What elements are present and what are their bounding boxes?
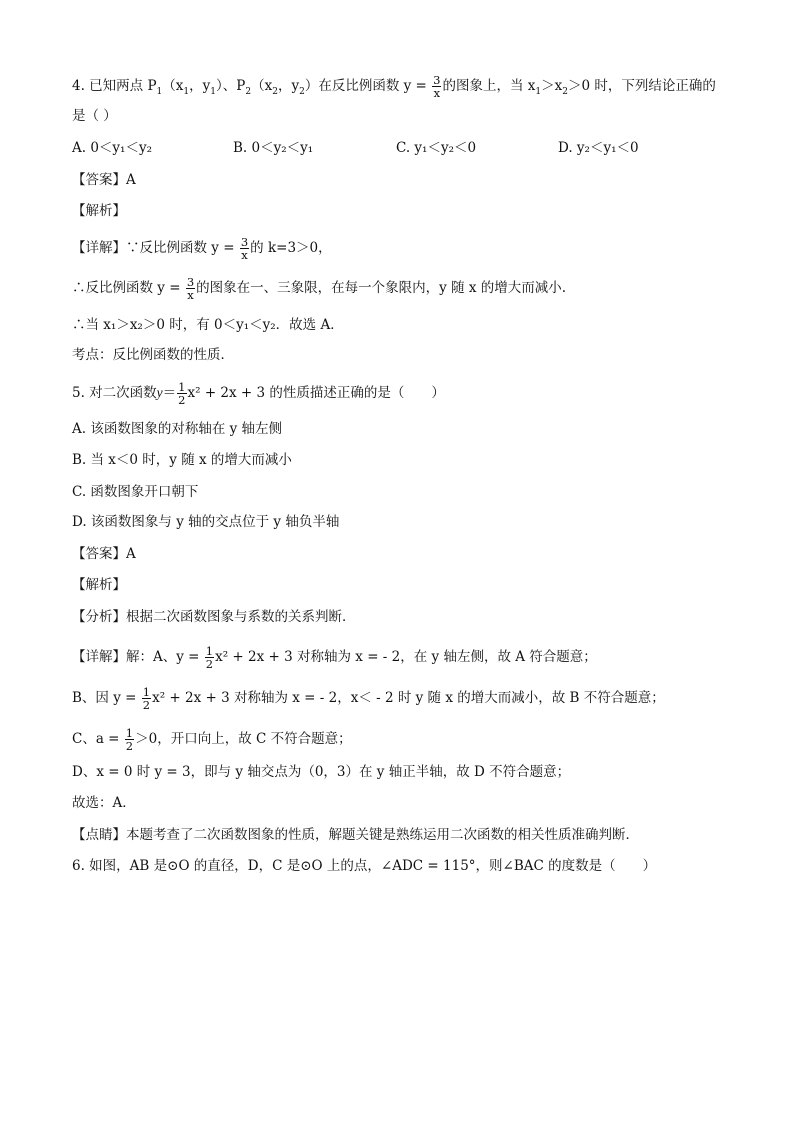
- q4-knowledge-point: 考点：反比例函数的性质．: [72, 347, 234, 363]
- fraction: [186, 276, 195, 301]
- fraction-denominator: 2: [205, 657, 214, 672]
- q4-stem-part: ）、P: [216, 78, 246, 95]
- q4-stem-part: ＞x: [541, 78, 563, 95]
- q5-option-b: B. 当 x＜0 时，y 随 x 的增大而减小: [72, 452, 292, 468]
- q4-stem-line2: 是（ ）: [72, 108, 117, 124]
- q5-stem-part: x² + 2x + 3 的性质描述正确的是（ ）: [187, 385, 445, 402]
- subscript: 2: [272, 86, 278, 97]
- q5-detail-part: ＞0，开口向上，故 C 不符合题意；: [135, 731, 352, 748]
- q5-option-d: D. 该函数图象与 y 轴的交点位于 y 轴负半轴: [72, 514, 340, 530]
- q4-stem-part: ，y: [277, 78, 300, 95]
- q5-stem: 5. 对二次函数y＝ $\frac{1}{2}$ x² + 2x + 3 的性质描述正确的是（ ）: [72, 380, 445, 408]
- q4-option-a: A. 0＜y₁＜y₂: [72, 140, 152, 156]
- q5-detail-d: D、x = 0 时 y = 3，即与 y 轴交点为（0，3）在 y 轴正半轴，故 D 不符合题意；: [72, 764, 571, 780]
- q5-detail-part: 【详解】解：A、y =: [72, 649, 200, 666]
- q5-detail-part: x² + 2x + 3 对称轴为 x = - 2，在 y 轴左侧，故 A 符合题意；: [215, 649, 597, 666]
- fraction-numerator: 3: [240, 235, 249, 249]
- fraction-numerator: 1: [125, 726, 134, 740]
- subscript: 1: [156, 86, 163, 97]
- subscript: 2: [245, 86, 252, 97]
- fraction: [125, 727, 134, 752]
- q4-therefore-part: 的图象在一、三象限，在每一个象限内，y 随 x 的增大而减小.: [196, 280, 567, 297]
- fraction: [142, 686, 151, 711]
- q4-stem-part: （x: [251, 78, 273, 95]
- q4-stem: [72, 74, 716, 99]
- q4-stem-part: （x: [162, 78, 184, 95]
- q4-detail: [72, 236, 332, 261]
- subscript: 1: [535, 86, 542, 97]
- q5-answer: 【答案】A: [72, 546, 136, 562]
- q5-detail-part: x² + 2x + 3 对称轴为 x = - 2，x＜ - 2 时 y 随 x 的增大而减小，故 B 不符合题意；: [152, 690, 665, 707]
- q4-answer: 【答案】A: [72, 172, 136, 188]
- q5-detail-a: [72, 645, 597, 670]
- q5-detail-part: C、a =: [72, 731, 120, 748]
- q5-analysis: 【分析】根据二次函数图象与系数的关系判断．: [72, 609, 356, 625]
- subscript: 2: [299, 86, 305, 97]
- q5-choice: 故选：A．: [72, 795, 136, 811]
- q5-stem-part: 5. 对二次函数: [72, 385, 157, 402]
- fraction: [205, 645, 214, 670]
- fraction: [432, 74, 441, 99]
- q4-detail-part: 的 k=3＞0，: [250, 240, 332, 257]
- q4-option-d: D. y₂＜y₁＜0: [558, 140, 639, 156]
- fraction-denominator: 2: [125, 739, 134, 754]
- fraction-denominator: 2: [142, 698, 151, 713]
- fraction-numerator: 1: [178, 380, 186, 394]
- fraction-numerator: 1: [142, 685, 151, 699]
- q4-analysis-heading: 【解析】: [72, 203, 126, 219]
- q5-option-a: A. 该函数图象的对称轴在 y 轴左侧: [72, 421, 283, 437]
- q5-detail-part: B、因 y =: [72, 690, 137, 707]
- q6-stem: 6. 如图，AB 是⊙O 的直径，D，C 是⊙O 上的点，∠ADC = 115°，则∠BAC 的度数是（ ）: [72, 858, 657, 874]
- fraction-denominator: x: [433, 86, 441, 101]
- q5-detail-c: [72, 727, 352, 752]
- fraction: [240, 236, 249, 261]
- fraction-denominator: 2: [178, 393, 186, 408]
- fraction-numerator: 1: [205, 644, 214, 658]
- q4-stem-part: ＞0 时，下列结论正确的: [567, 78, 716, 95]
- q4-options: [72, 142, 712, 160]
- subscript: 2: [562, 86, 568, 97]
- fraction: [177, 381, 186, 406]
- q4-stem-part: 的图象上，当 x: [442, 78, 536, 95]
- fraction-denominator: x: [187, 288, 194, 303]
- q4-detail-part: 【详解】∵反比例函数 y =: [72, 240, 235, 257]
- subscript: 1: [183, 86, 190, 97]
- q4-therefore: [72, 276, 566, 301]
- q4-option-c: C. y₁＜y₂＜0: [396, 140, 477, 156]
- q5-option-c: C. 函数图象开口朝下: [72, 484, 199, 500]
- q5-detail-b: [72, 686, 665, 711]
- q4-stem-part: ，y: [189, 78, 211, 95]
- q4-option-b: B. 0＜y₂＜y₁: [233, 140, 314, 156]
- fraction-denominator: x: [241, 248, 248, 263]
- q5-comment: 【点睛】本题考查了二次函数图象的性质，解题关键是熟练运用二次函数的相关性质准确判断．: [72, 827, 639, 843]
- q4-therefore-part: ∴反比例函数 y =: [72, 280, 181, 297]
- q4-stem-part: ）在反比例函数 y =: [304, 78, 427, 95]
- fraction-numerator: 3: [433, 73, 441, 87]
- fraction-numerator: 3: [186, 275, 195, 289]
- subscript: 1: [210, 86, 217, 97]
- q4-stem-part: 4. 已知两点 P: [72, 78, 157, 95]
- q4-conclusion: ∴当 x₁＞x₂＞0 时，有 0＜y₁＜y₂．故选 A．: [72, 317, 344, 333]
- q5-analysis-heading: 【解析】: [72, 577, 126, 593]
